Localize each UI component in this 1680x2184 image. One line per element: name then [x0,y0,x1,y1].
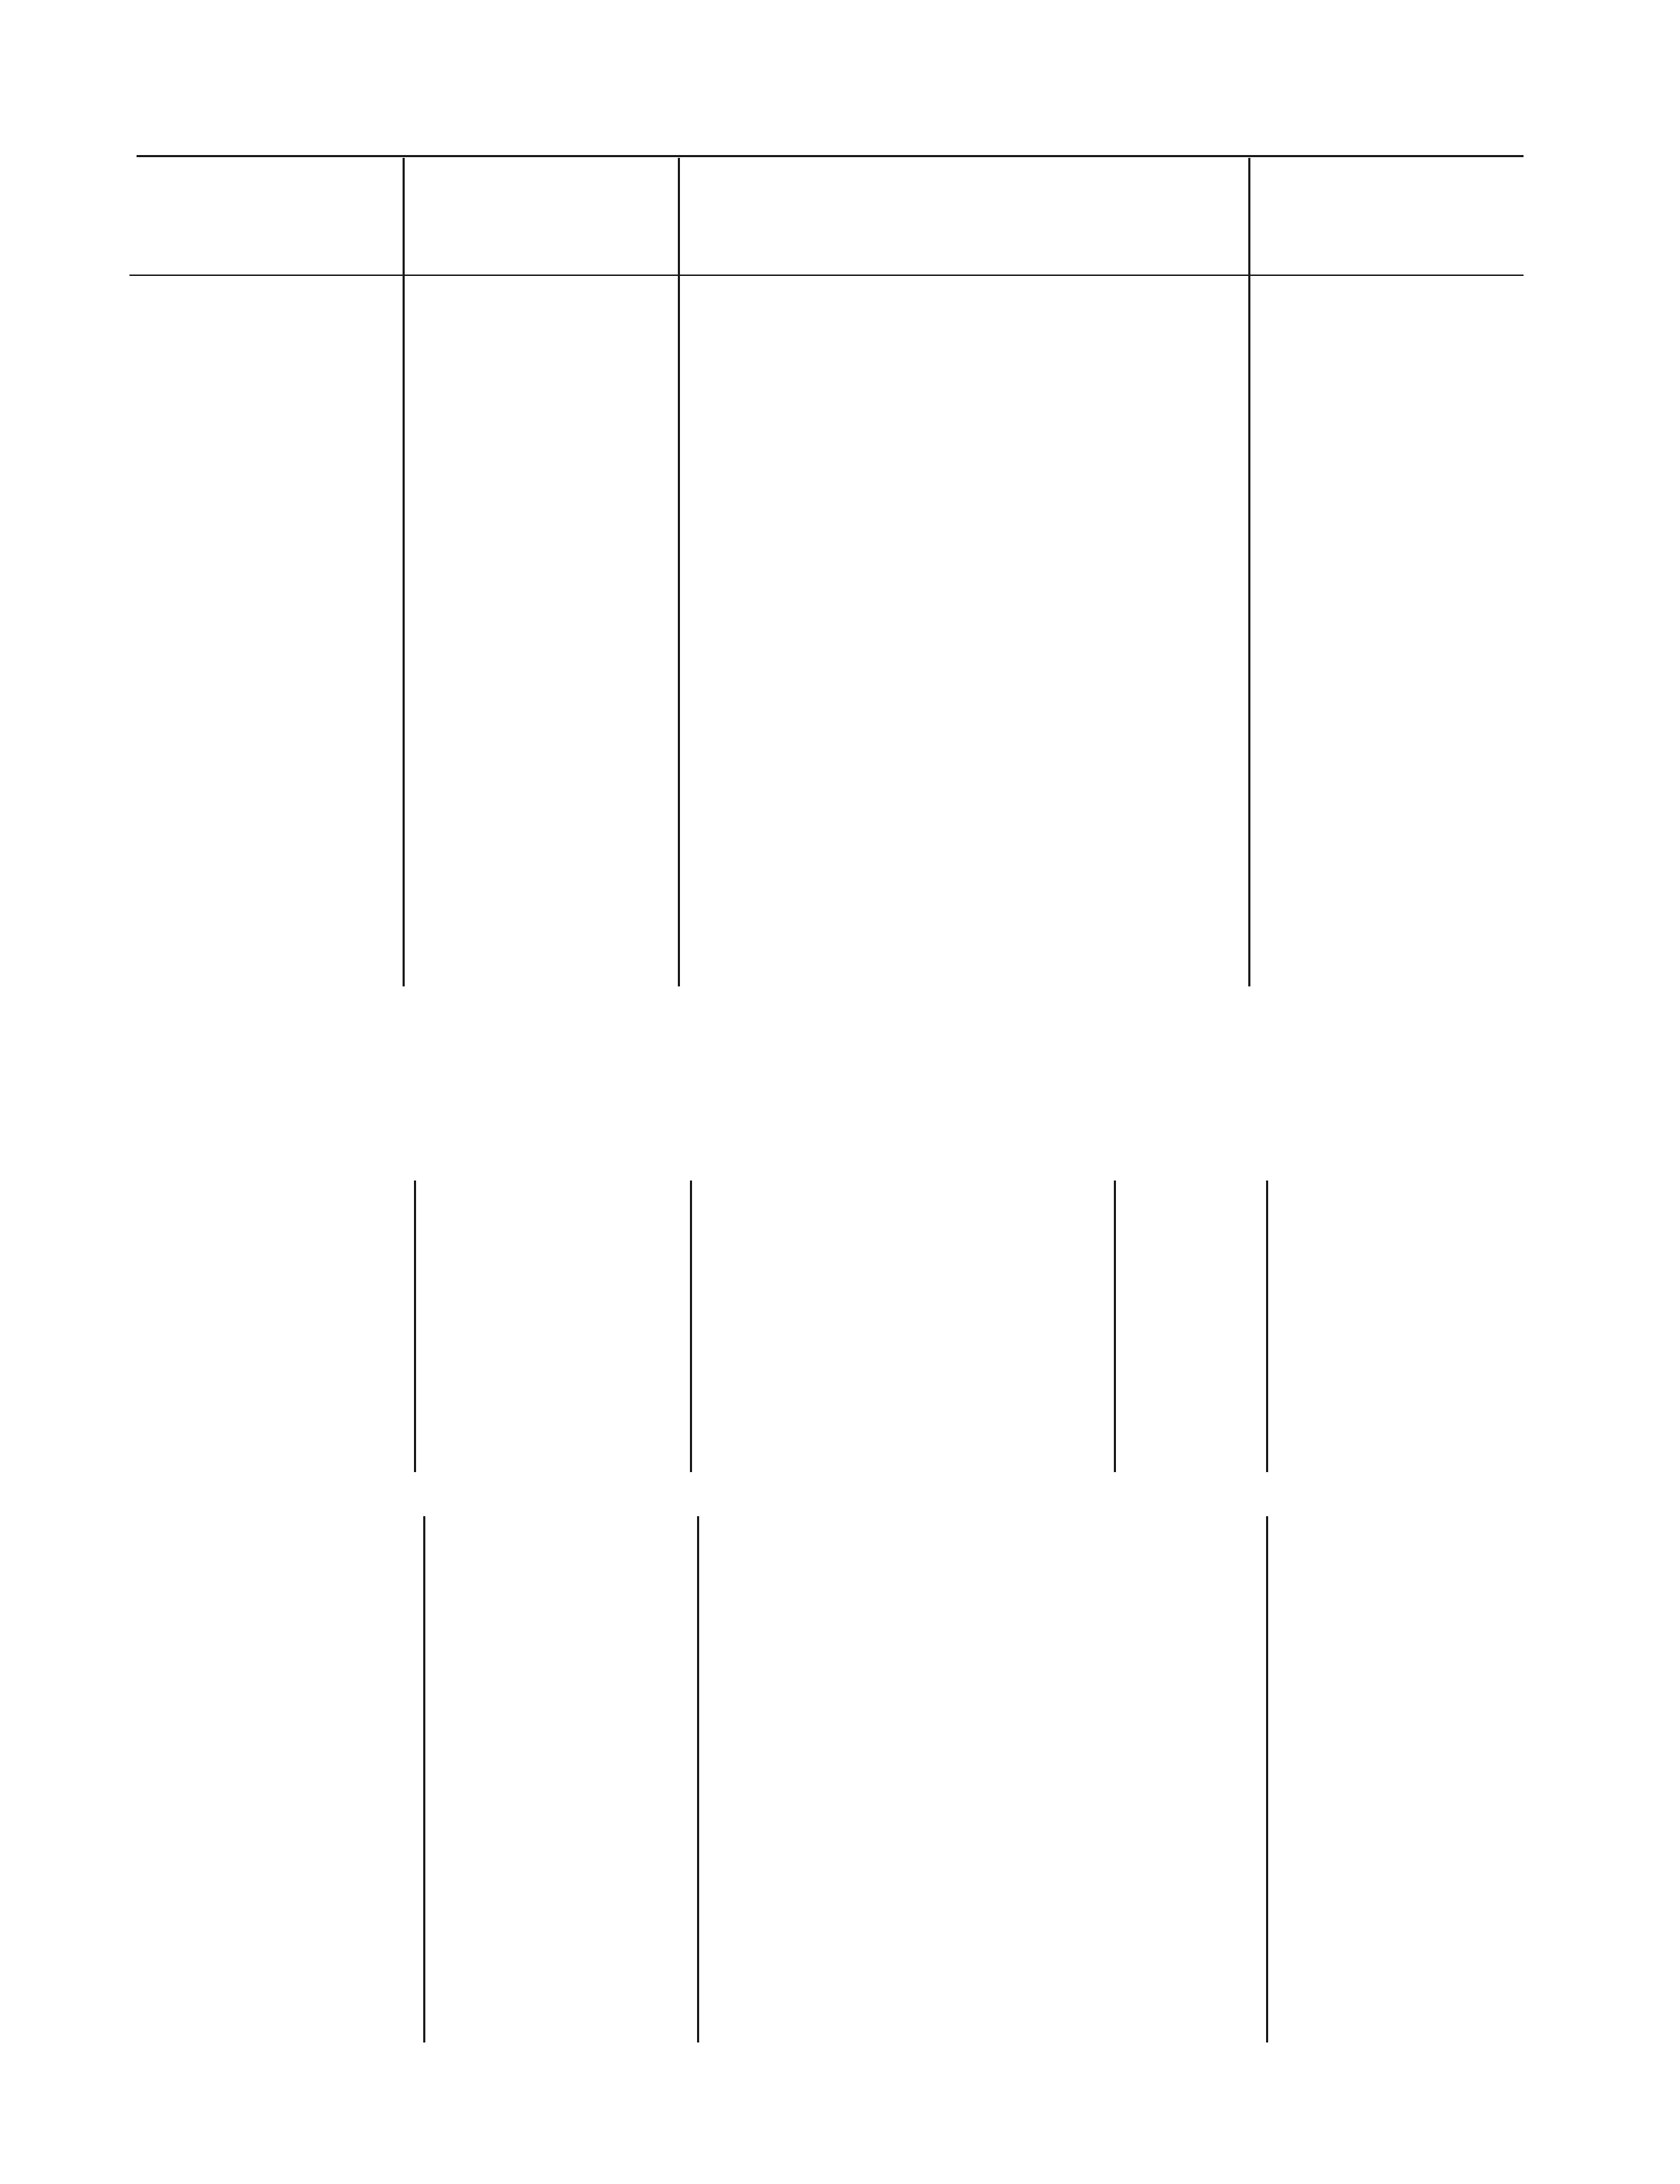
divider-3 [1248,158,1250,986]
header-bottom-rule [129,275,1524,276]
bottom-divider-4 [1266,1181,1268,1472]
top-rule [137,155,1524,157]
bottom-divider-1 [414,1181,416,1472]
bottom-divider-2 [690,1181,692,1472]
bottom-divider-3 [1114,1181,1116,1472]
section-divider-2 [697,1516,699,2042]
divider-2 [678,158,680,986]
section-divider-1 [423,1516,425,2042]
divider-1 [403,158,405,986]
section-divider-3 [1266,1516,1268,2042]
